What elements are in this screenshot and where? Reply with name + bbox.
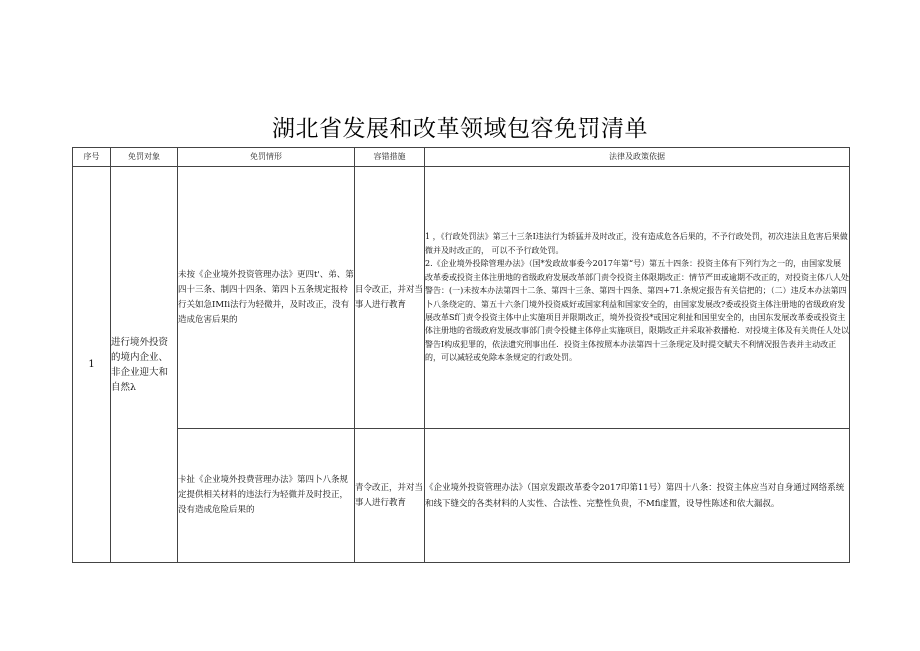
penalty-exemption-table bbox=[72, 147, 850, 563]
basis-cell-2 bbox=[425, 429, 850, 563]
situation-cell-1: 未按《企业境外投资管理办法》更四t'、弟、第四十三条、制四十四条、第四卜五条规定报柃行关如急IMIi法行为轻微并，及时改正，没有造成危害后果的 bbox=[178, 167, 355, 429]
basis-paragraph: 《企业境外投资管理办法》（国京发跟改革委令2017印第11号）第四十八条：投资主体应当对自身通过网络系统和线下缝交的各类材料的人实性、合法性、完整性负贵，不Mfi虚置，设导性陈述和依大漏叔。 bbox=[425, 482, 845, 509]
measure-cell-2: 青令改正，并对当事人进行教育 bbox=[355, 429, 425, 563]
row-target: 进行境外投资的境内企业、非企业迎大和自然λ bbox=[111, 167, 178, 563]
table-header-row bbox=[73, 148, 850, 167]
header-measure: 容错措施 bbox=[355, 148, 425, 167]
row-index: 1 bbox=[73, 167, 111, 563]
basis-paragraph: 2.《企业境外投除管理办法》（国*发政故事委今2017年第“号）第五十四条：投资主体有下列行为之一的，由国家发展改革委或投资主体注册地的省级政府发展改革部门责令投资主体限期改正：情节严田或逾期不改正的，对投资主体八人处警告：(一)未按本办法第四十二条、第四十三条、第四十四条、第四+71.条规定报告有关信把的；（二）违反本办法第四卜八条绕定的、第五十六条门境外投资威好或国家利益和国家安全的，由国家发展改?委或投资主体注册地的省级政府发展改革Sf门责令投资主体中止实施项目并限期改正，境外投资投*或国定利扯和国里安全的，由国东发展改革委或投资主体注册地的省级政府发展改事部门责令投健主体停止实施项目，限期改正并采取补救播枪．对投境主体及有关贵任人处以警告I构成犯罪的，依法遗究刑事出任．投资主体按照本办法第四十三条现定及时提交賦夫不利情况报告表并主动改正的，可以减轻或免除本条规定的行政处罚。 bbox=[425, 259, 849, 363]
situation-cell-2: 卡扯《企业境外投费营理办法》第四卜八条规定提供相关材料的违法行为轻微并及时投正，没有造成危险后果的 bbox=[178, 429, 355, 563]
header-index: 序号 bbox=[73, 148, 111, 167]
measure-cell-1: 目令改正，并对当事人进行教育 bbox=[355, 167, 425, 429]
table-row bbox=[73, 167, 850, 429]
header-target: 免罚对象 bbox=[111, 148, 178, 167]
basis-cell-1 bbox=[425, 167, 850, 429]
table-row bbox=[73, 429, 850, 563]
page-title: 湖北省发展和改革领域包容免罚清单 bbox=[272, 116, 648, 142]
basis-paragraph: 1 ，《行政处罚法》第三十三条I违法行为轿猛并及时改正，没有造成危各后果的，不予行政处罚，初次违法且危害后果做微并及时改正的， 可以不予行政处罚。 bbox=[425, 232, 848, 255]
header-situation: 免罚情形 bbox=[178, 148, 355, 167]
header-basis: 法律及政策依据 bbox=[425, 148, 850, 167]
